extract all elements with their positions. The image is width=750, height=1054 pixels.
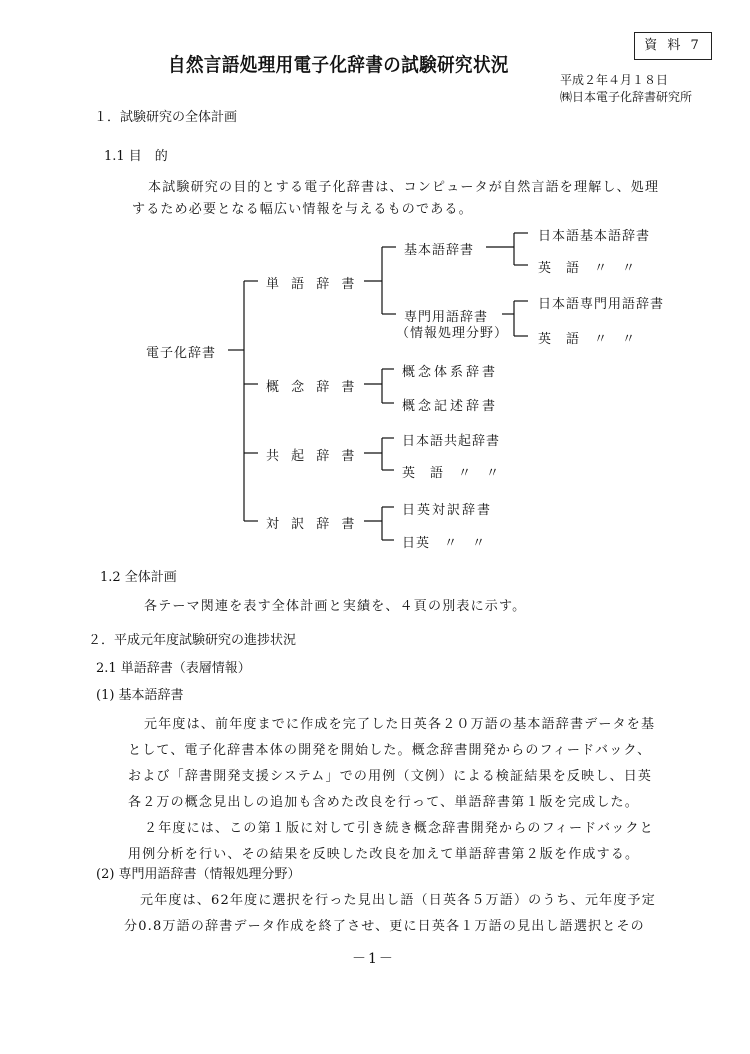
tree-technical-note: （情報処理分野） [396, 326, 509, 341]
tree-bilingual-jaen: 日英対訳辞書 [402, 503, 493, 518]
item1-text-line3: および「辞書開発支援システム」での用例（文例）による検証結果を反映し、日英 [128, 769, 653, 784]
document-label-box: 資 料 7 [634, 32, 712, 60]
section1-2-heading: 1.2 全体計画 [100, 570, 177, 585]
document-date: 平成２年４月１８日 [560, 73, 669, 87]
tree-technical-terms: 専門用語辞書 [404, 310, 489, 325]
tree-basic-vocabulary: 基本語辞書 [404, 243, 475, 258]
organization-name: ㈱日本電子化辞書研究所 [560, 90, 693, 104]
tree-bilingual-dictionary: 対 訳 辞 書 [266, 517, 359, 532]
tree-cooccurrence-english: 英 語 〃 〃 [402, 466, 501, 481]
section1-heading: １．試験研究の全体計画 [94, 110, 238, 125]
item1-text-line6: 用例分析を行い、その結果を反映した改良を加えて単語辞書第２版を作成する。 [128, 847, 640, 862]
tree-concept-dictionary: 概 念 辞 書 [266, 380, 359, 395]
tree-word-dictionary: 単 語 辞 書 [266, 277, 359, 292]
section2-1-heading: 2.1 単語辞書（表層情報） [96, 661, 251, 676]
item1-text-line5: ２年度には、この第１版に対して引き続き概念辞書開発からのフィードバックと [144, 821, 654, 836]
tree-technical-english: 英 語 〃 〃 [538, 332, 637, 347]
tree-root-electronic-dictionary: 電子化辞書 [146, 346, 217, 361]
section1-1-heading: 1.1 目 的 [104, 149, 168, 164]
document-title: 自然言語処理用電子化辞書の試験研究状況 [168, 54, 509, 76]
item1-text-line4: 各２万の概念見出しの追加も含めた改良を行って、単語辞書第１版を完成した。 [128, 795, 639, 810]
tree-bilingual-enja: 日英 〃 〃 [402, 536, 487, 551]
section1-2-text: 各テーマ関連を表す全体計画と実績を、４頁の別表に示す。 [144, 599, 527, 614]
section1-1-text-line1: 本試験研究の目的とする電子化辞書は、コンピュータが自然言語を理解し、処理 [148, 180, 660, 195]
item2-text-line1: 元年度は、62年度に選択を行った見出し語（日英各５万語）のうち、元年度予定 [140, 893, 656, 908]
tree-concept-description: 概念記述辞書 [402, 399, 499, 414]
page-number: －1－ [352, 951, 395, 967]
tree-technical-japanese: 日本語専門用語辞書 [538, 297, 665, 312]
section1-1-text-line2: するため必要となる幅広い情報を与えるものである。 [132, 202, 473, 217]
tree-cooccurrence-japanese: 日本語共起辞書 [402, 434, 501, 449]
tree-basic-english: 英 語 〃 〃 [538, 261, 637, 276]
section2-heading: ２．平成元年度試験研究の進捗状況 [88, 633, 297, 648]
item1-heading: (1) 基本語辞書 [96, 688, 184, 703]
item2-heading: (2) 専門用語辞書（情報処理分野） [96, 867, 301, 882]
item1-text-line2: として、電子化辞書本体の開発を開始した。概念辞書開発からのフィードバック、 [128, 743, 652, 758]
item1-text-line1: 元年度は、前年度までに作成を完了した日英各２０万語の基本語辞書データを基 [144, 717, 656, 732]
item2-text-line2: 分0.8万語の辞書データ作成を終了させ、更に日英各１万語の見出し語選択とその [124, 919, 645, 934]
tree-cooccurrence-dictionary: 共 起 辞 書 [266, 449, 359, 464]
tree-basic-japanese: 日本語基本語辞書 [538, 229, 651, 244]
tree-concept-system: 概念体系辞書 [402, 365, 499, 380]
